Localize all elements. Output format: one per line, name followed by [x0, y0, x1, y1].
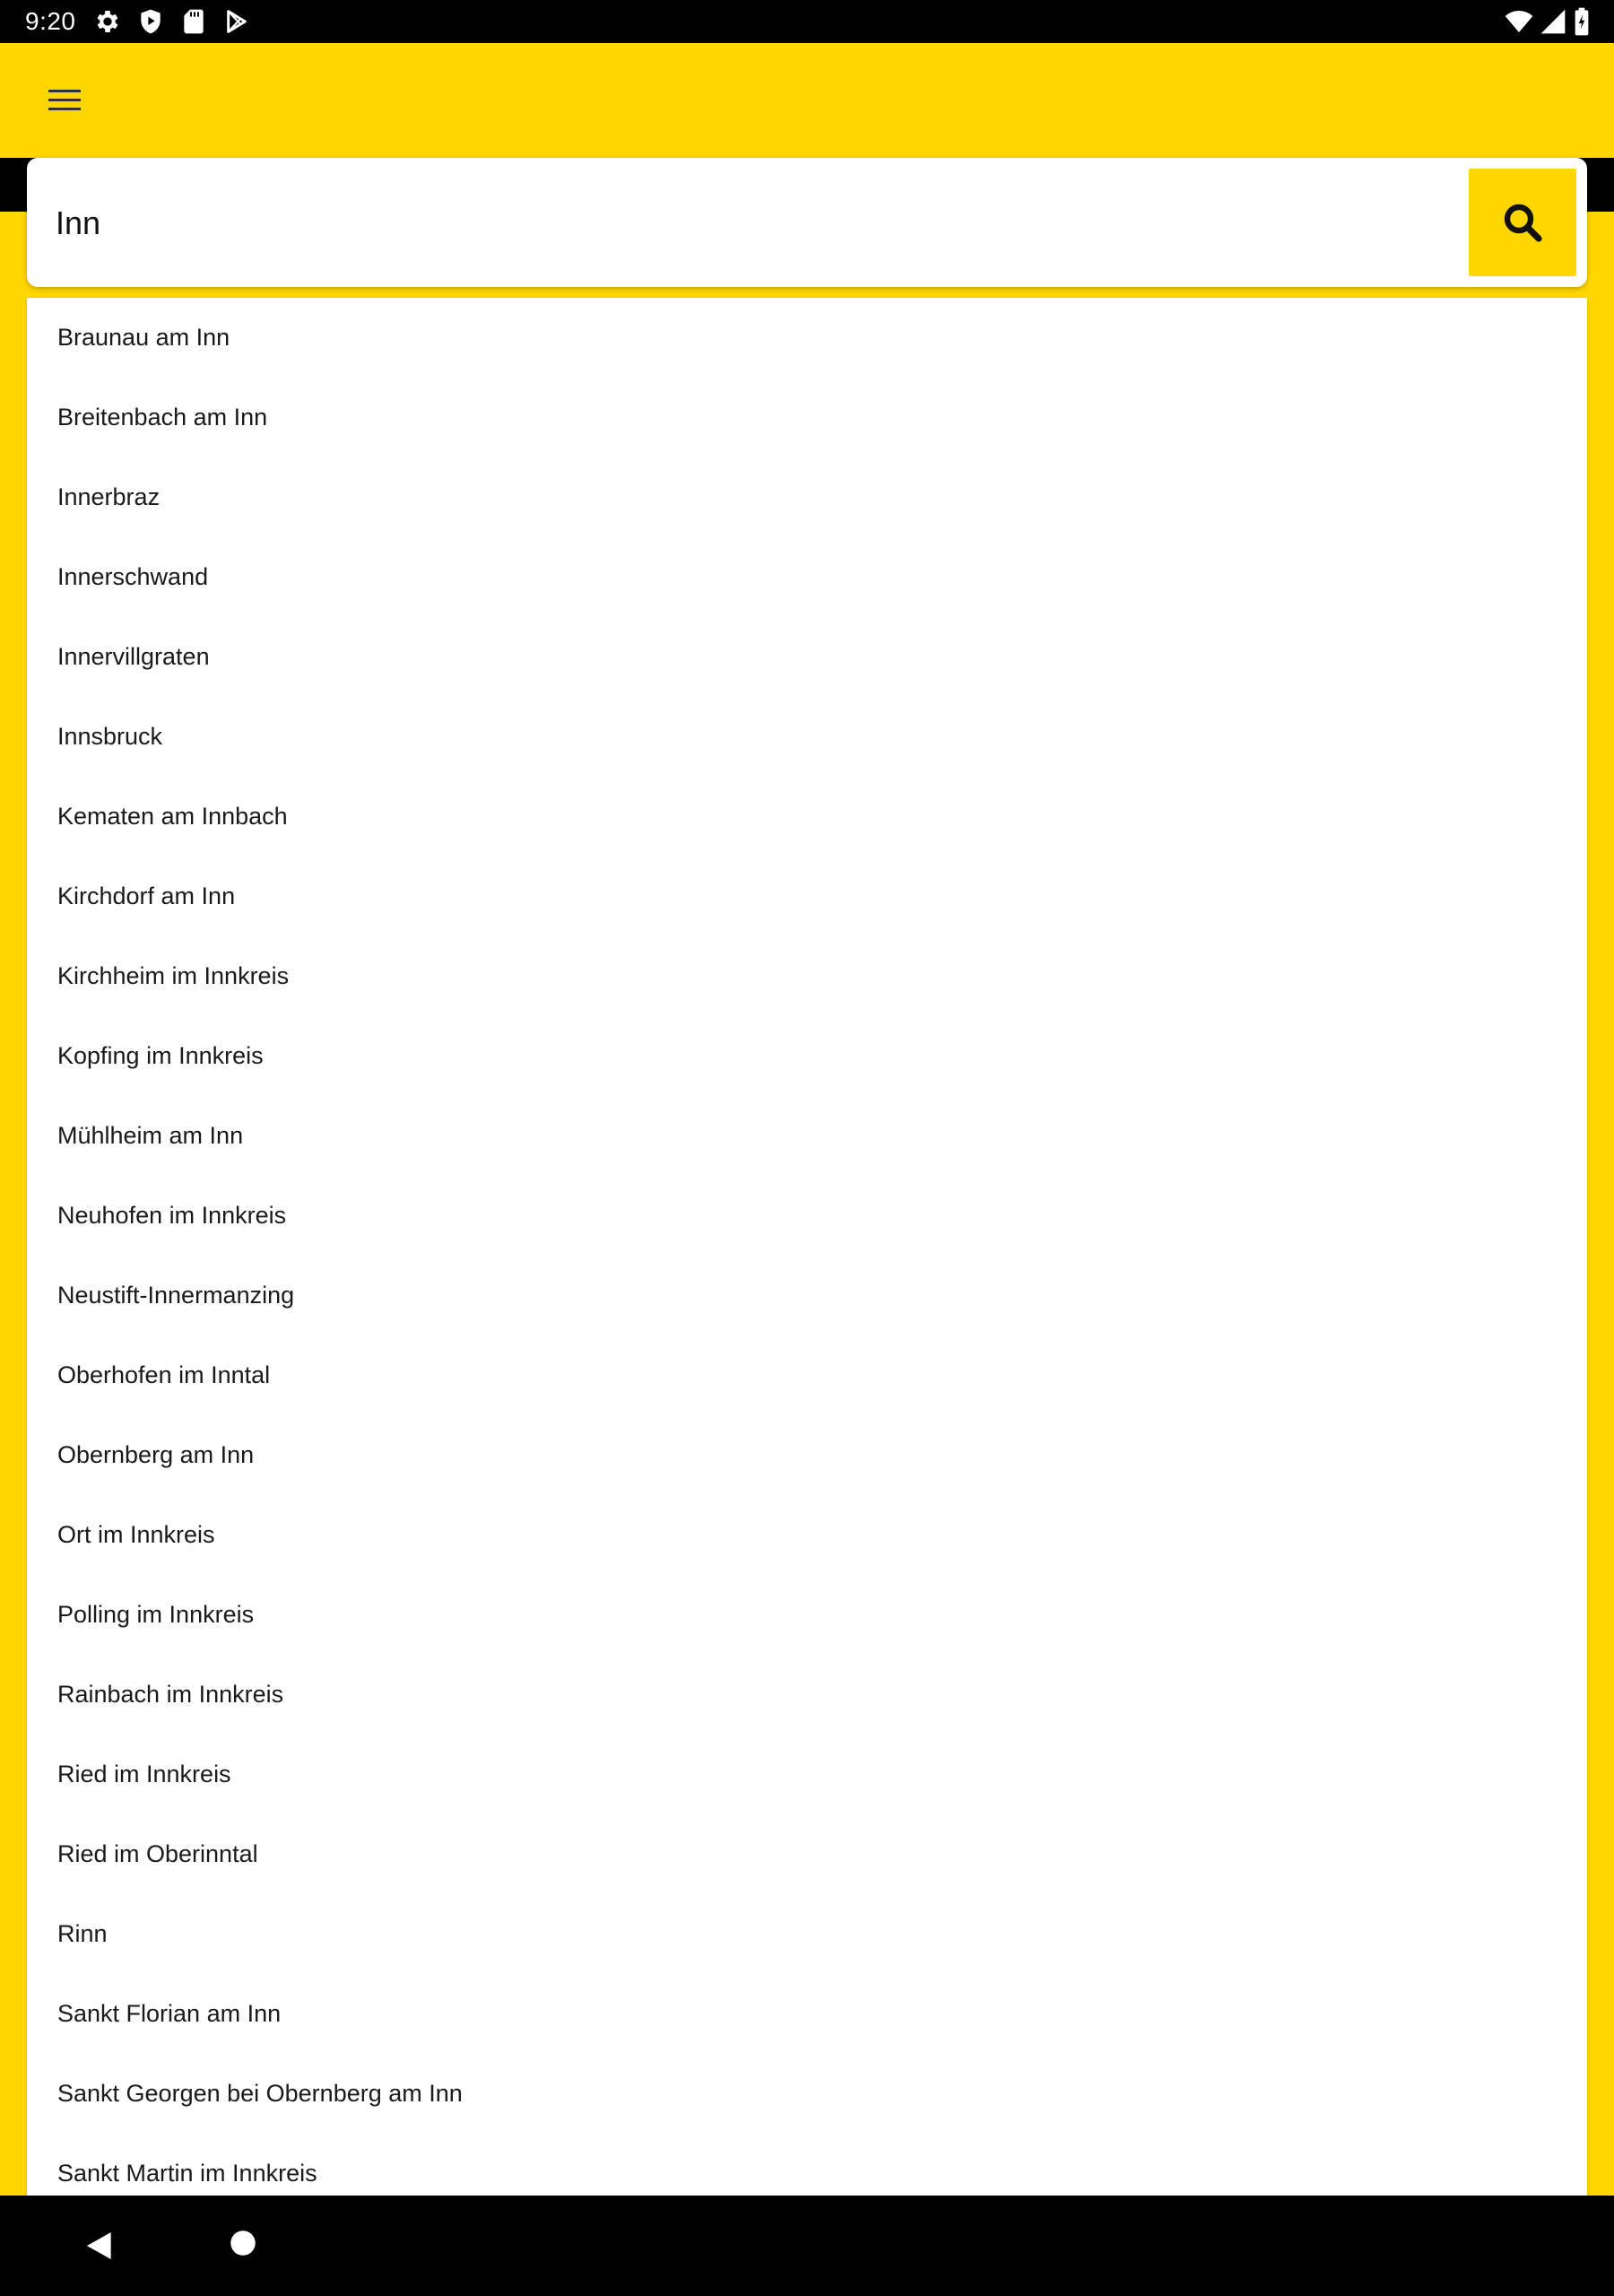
result-item[interactable]: Oberhofen im Inntal [57, 1361, 271, 1388]
result-item[interactable]: Ort im Innkreis [57, 1521, 215, 1548]
status-bar [0, 0, 1614, 43]
shield-play-icon [136, 7, 165, 36]
result-item[interactable]: Ried im Oberinntal [57, 1840, 258, 1867]
result-item[interactable]: Rainbach im Innkreis [57, 1681, 284, 1708]
result-item[interactable]: Innerschwand [57, 563, 209, 590]
result-item[interactable]: Kematen am Innbach [57, 803, 288, 830]
search-icon [1501, 201, 1544, 244]
search-input[interactable] [56, 192, 1454, 255]
result-item[interactable]: Braunau am Inn [57, 324, 230, 351]
result-item[interactable]: Kirchdorf am Inn [57, 883, 236, 909]
settings-icon [93, 7, 122, 36]
result-item[interactable]: Polling im Innkreis [57, 1601, 255, 1628]
result-item[interactable]: Sankt Georgen bei Obernberg am Inn [57, 2080, 463, 2107]
result-item[interactable]: Mühlheim am Inn [57, 1122, 244, 1149]
play-store-icon [222, 7, 251, 36]
result-item[interactable]: Sankt Martin im Innkreis [57, 2160, 317, 2187]
search-button[interactable] [1469, 169, 1576, 276]
result-item[interactable]: Neuhofen im Innkreis [57, 1202, 287, 1229]
result-item[interactable]: Obernberg am Inn [57, 1441, 255, 1468]
result-item[interactable]: Sankt Florian am Inn [57, 2000, 282, 2027]
search-results-list [27, 298, 1587, 2196]
app-bar [0, 43, 1614, 158]
result-item[interactable]: Ried im Innkreis [57, 1761, 231, 1787]
result-item[interactable]: Innerbraz [57, 483, 161, 510]
result-item[interactable]: Rinn [57, 1920, 108, 1947]
home-circle-icon[interactable] [230, 2230, 256, 2257]
sd-card-icon [179, 7, 208, 36]
result-item[interactable]: Kopfing im Innkreis [57, 1042, 264, 1069]
navigation-bar [0, 2196, 1614, 2296]
result-item[interactable]: Innervillgraten [57, 643, 210, 670]
result-item[interactable]: Breitenbach am Inn [57, 404, 268, 430]
result-item[interactable]: Neustift-Innermanzing [57, 1282, 295, 1309]
battery-icon [1573, 7, 1591, 36]
result-item[interactable]: Innsbruck [57, 723, 163, 750]
hamburger-menu-icon[interactable] [36, 79, 93, 122]
cell-signal-icon [1539, 7, 1567, 36]
back-triangle-icon[interactable] [82, 2228, 118, 2264]
wifi-icon [1503, 7, 1535, 36]
search-results-panel [27, 298, 1587, 2196]
result-item[interactable]: Kirchheim im Innkreis [57, 962, 290, 989]
status-time: 9:20 [25, 7, 76, 35]
search-card [27, 158, 1587, 287]
